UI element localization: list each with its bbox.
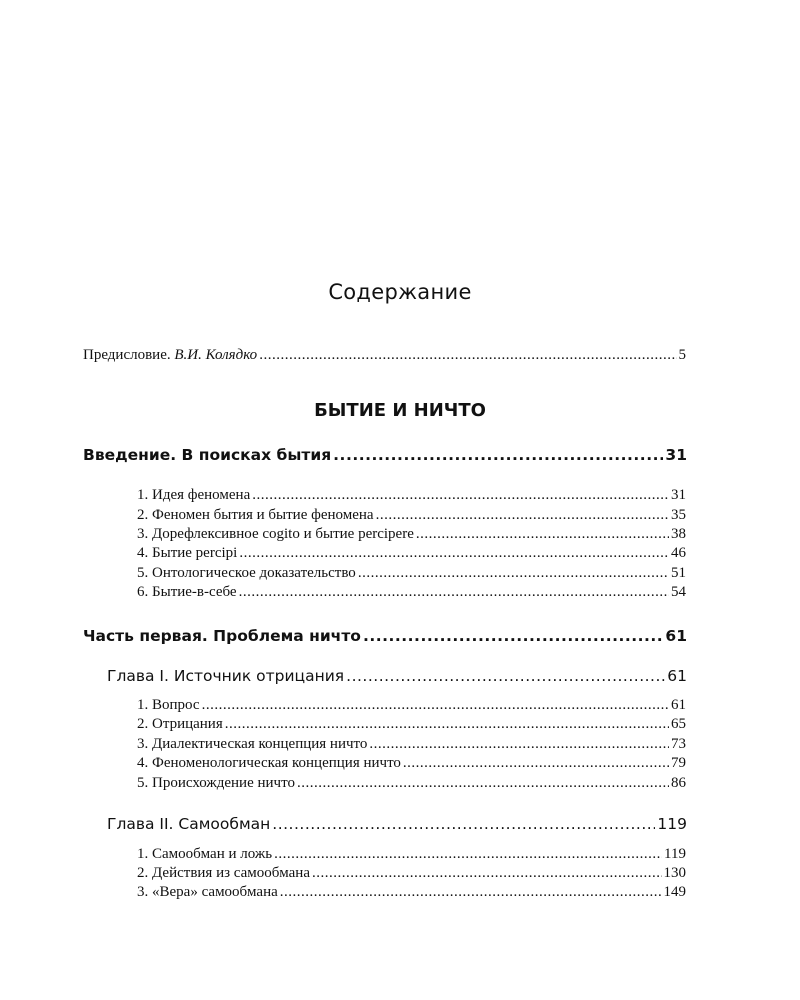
dot-leader: [369, 736, 669, 753]
toc-entry-page: 61: [665, 627, 687, 645]
toc-entry-label: 6. Бытие-в-себе: [137, 584, 237, 600]
section-title: БЫТИЕ И НИЧТО: [314, 400, 486, 421]
toc-subentry[interactable]: [137, 865, 686, 882]
dot-leader: [333, 446, 663, 464]
toc-entry-label: 3. Дорефлексивное cogito и бытие percipere: [137, 526, 414, 542]
toc-entry-page: 31: [665, 446, 687, 464]
dot-leader: [252, 487, 669, 504]
toc-entry-label: Предисловие. В.И. Колядко: [83, 347, 258, 363]
toc-subentry[interactable]: [137, 775, 686, 792]
toc-entry-chapter2[interactable]: [107, 815, 687, 833]
toc-subentry[interactable]: [137, 526, 686, 543]
toc-subentry[interactable]: [137, 884, 686, 901]
toc-entry-page: 79: [671, 755, 686, 771]
toc-subentry[interactable]: [137, 716, 686, 733]
toc-entry-page: 86: [671, 775, 686, 791]
toc-subentry[interactable]: [137, 697, 686, 714]
toc-entry-page: 54: [671, 584, 686, 600]
toc-entry-chapter1[interactable]: [107, 667, 687, 685]
toc-entry-label: 3. «Вера» самообмана: [137, 884, 278, 900]
dot-leader: [416, 526, 669, 543]
toc-entry-page: 119: [657, 815, 687, 833]
toc-entry-label: 3. Диалектическая концепция ничто: [137, 736, 368, 752]
dot-leader: [225, 716, 669, 733]
dot-leader: [312, 865, 662, 882]
toc-subentry[interactable]: [137, 584, 686, 601]
dot-leader: [280, 884, 662, 901]
toc-entry-page: 61: [667, 667, 687, 685]
toc-entry-page: 119: [664, 846, 686, 862]
toc-entry-label: 1. Самообман и ложь: [137, 846, 273, 862]
toc-subentry[interactable]: [137, 565, 686, 582]
toc-entry-page: 61: [671, 697, 686, 713]
toc-entry-page: 31: [671, 487, 686, 503]
toc-subentry[interactable]: [137, 846, 686, 863]
toc-entry-page: 5: [678, 347, 686, 363]
dot-leader: [403, 755, 669, 772]
toc-entry-label: 2. Отрицания: [137, 716, 223, 732]
toc-entry-page: 51: [671, 565, 686, 581]
dot-leader: [239, 584, 669, 601]
toc-entry-label: 2. Действия из самообмана: [137, 865, 310, 881]
toc-entry-label: 5. Онтологическое доказательство: [137, 565, 356, 581]
dot-leader: [272, 815, 655, 833]
toc-subentry[interactable]: [137, 487, 686, 504]
dot-leader: [346, 667, 665, 685]
dot-leader: [376, 507, 669, 524]
toc-subentry[interactable]: [137, 736, 686, 753]
toc-entry-label: 4. Бытие percipi: [137, 545, 238, 561]
toc-entry-page: 130: [663, 865, 686, 881]
preface-author: В.И. Колядко: [174, 347, 258, 363]
toc-entry-page: 65: [671, 716, 686, 732]
toc-entry-label: Глава I. Источник отрицания: [107, 667, 345, 685]
toc-entry-page: 73: [671, 736, 686, 752]
toc-entry-introduction[interactable]: [83, 446, 687, 464]
toc-entry-page: 149: [663, 884, 686, 900]
toc-title: Содержание: [328, 280, 472, 304]
dot-leader: [259, 347, 676, 364]
toc-entry-label: 2. Феномен бытия и бытие феномена: [137, 507, 374, 523]
toc-entry-part1[interactable]: [83, 627, 687, 645]
toc-entry-label: 5. Происхождение ничто: [137, 775, 295, 791]
toc-entry-label: 1. Идея феномена: [137, 487, 251, 503]
dot-leader: [274, 846, 662, 863]
toc-subentry[interactable]: [137, 545, 686, 562]
dot-leader: [363, 627, 663, 645]
toc-subentry[interactable]: [137, 755, 686, 772]
dot-leader: [239, 545, 669, 562]
dot-leader: [297, 775, 669, 792]
toc-entry-page: 46: [671, 545, 686, 561]
toc-subentry[interactable]: [137, 507, 686, 524]
toc-entry-preface[interactable]: [83, 347, 686, 364]
dot-leader: [358, 565, 669, 582]
toc-entry-label: 1. Вопрос: [137, 697, 200, 713]
toc-entry-page: 35: [671, 507, 686, 523]
dot-leader: [202, 697, 669, 714]
toc-entry-label: Введение. В поисках бытия: [83, 446, 332, 464]
toc-entry-label: 4. Феноменологическая концепция ничто: [137, 755, 401, 771]
toc-entry-label: Глава II. Самообман: [107, 815, 271, 833]
toc-entry-label: Часть первая. Проблема ничто: [83, 627, 361, 645]
toc-entry-page: 38: [671, 526, 686, 542]
